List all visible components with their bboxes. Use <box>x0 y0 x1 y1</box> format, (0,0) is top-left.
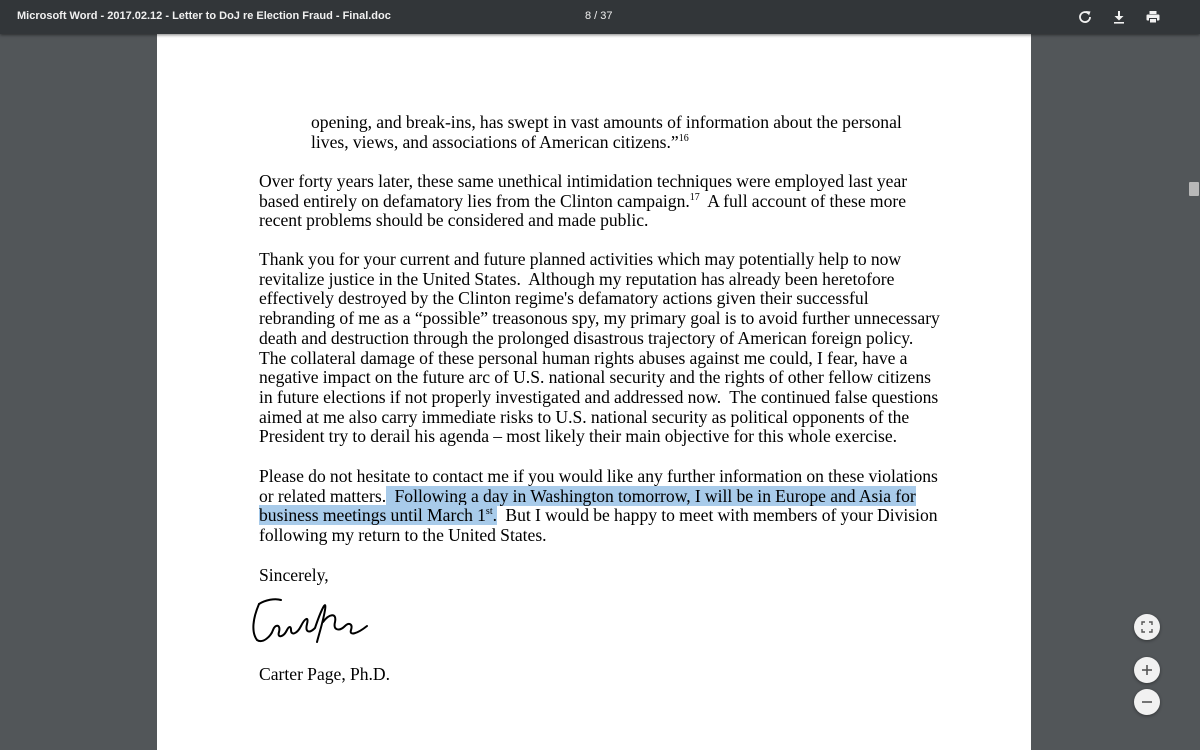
text-span: . <box>492 505 497 526</box>
text-line: aimed at me also carry immediate risks to U.S. national security as political opponents of the <box>259 406 910 427</box>
text-span: A full account of these more <box>699 190 907 211</box>
page-indicator: 8 / 37 <box>585 10 613 22</box>
text-span: business meetings until March 1 <box>259 505 486 526</box>
text-line <box>311 133 911 153</box>
rotate-button[interactable] <box>1074 6 1096 28</box>
paragraph <box>259 250 939 447</box>
text-selection-highlight[interactable]: Following a day in Washington tomorrow, I will be in Europe and Asia for <box>386 485 916 506</box>
superscript: st <box>485 506 493 518</box>
text-line: Thank you for your current and future planned activities which may potentially help to now <box>259 249 902 269</box>
text-line: revitalize justice in the United States. Although my reputation has already been heretofore <box>259 268 895 289</box>
text-line: following my return to the United States. <box>259 525 547 546</box>
footnote-ref: 17 <box>689 191 700 203</box>
handwritten-signature <box>245 590 381 654</box>
text-span: or related matters. <box>259 485 387 506</box>
pdf-page <box>157 34 1031 750</box>
text-line: effectively destroyed by the Clinton regime's defamatory actions given their successful <box>259 288 869 309</box>
text-span: But I would be happy to meet with members of your Division <box>497 505 938 526</box>
text-span: based entirely on defamatory lies from the Clinton campaign. <box>259 190 690 211</box>
print-icon <box>1146 10 1160 24</box>
text-line <box>259 506 939 526</box>
fit-page-icon <box>1141 621 1153 633</box>
text-line: President try to derail his agenda – most likely their main objective for this whole exercise. <box>259 426 898 447</box>
text-line: opening, and break-ins, has swept in vast amounts of information about the personal <box>311 112 902 132</box>
text-line <box>259 487 939 507</box>
paragraph <box>259 172 939 231</box>
rotate-icon <box>1078 10 1092 24</box>
footnote-ref: 16 <box>678 132 689 144</box>
vertical-scrollbar[interactable] <box>1188 34 1200 750</box>
text-line: Over forty years later, these same unethical intimidation techniques were employed last year <box>259 171 908 191</box>
text-line: recent problems should be considered and made public. <box>259 210 649 231</box>
text-line: negative impact on the future arc of U.S. national security and the rights of other fellow citizens <box>259 367 931 388</box>
text-line: rebranding of me as a “possible” treasonous spy, my primary goal is to avoid further unnecessary <box>259 308 940 329</box>
closing: Sincerely, <box>259 565 329 585</box>
fit-page-button[interactable] <box>1134 614 1160 640</box>
zoom-out-button[interactable] <box>1134 689 1160 715</box>
text-line: death and destruction through the prolonged disastrous trajectory of American foreign policy. <box>259 327 914 348</box>
quote-paragraph <box>311 113 911 152</box>
document-title: Microsoft Word - 2017.02.12 - Letter to DoJ re Election Fraud - Final.doc <box>17 10 391 22</box>
zoom-in-icon <box>1141 664 1153 676</box>
text-line: in future elections if not properly investigated and addressed now. The continued false questions <box>259 386 939 407</box>
download-button[interactable] <box>1108 6 1130 28</box>
download-icon <box>1112 10 1126 24</box>
paragraph <box>259 467 939 546</box>
text-line: The collateral damage of these personal human rights abuses against me could, I fear, have a <box>259 347 908 368</box>
scrollbar-thumb[interactable] <box>1189 182 1199 196</box>
zoom-in-button[interactable] <box>1134 657 1160 683</box>
signer-name: Carter Page, Ph.D. <box>259 664 391 684</box>
text-span: lives, views, and associations of American citizens.” <box>311 131 679 152</box>
text-line: Please do not hesitate to contact me if you would like any further information on these violations <box>259 466 938 486</box>
print-button[interactable] <box>1142 6 1164 28</box>
pdf-toolbar <box>0 0 1200 34</box>
text-selection-highlight[interactable] <box>259 505 497 525</box>
text-line <box>259 192 939 212</box>
zoom-out-icon <box>1141 696 1153 708</box>
